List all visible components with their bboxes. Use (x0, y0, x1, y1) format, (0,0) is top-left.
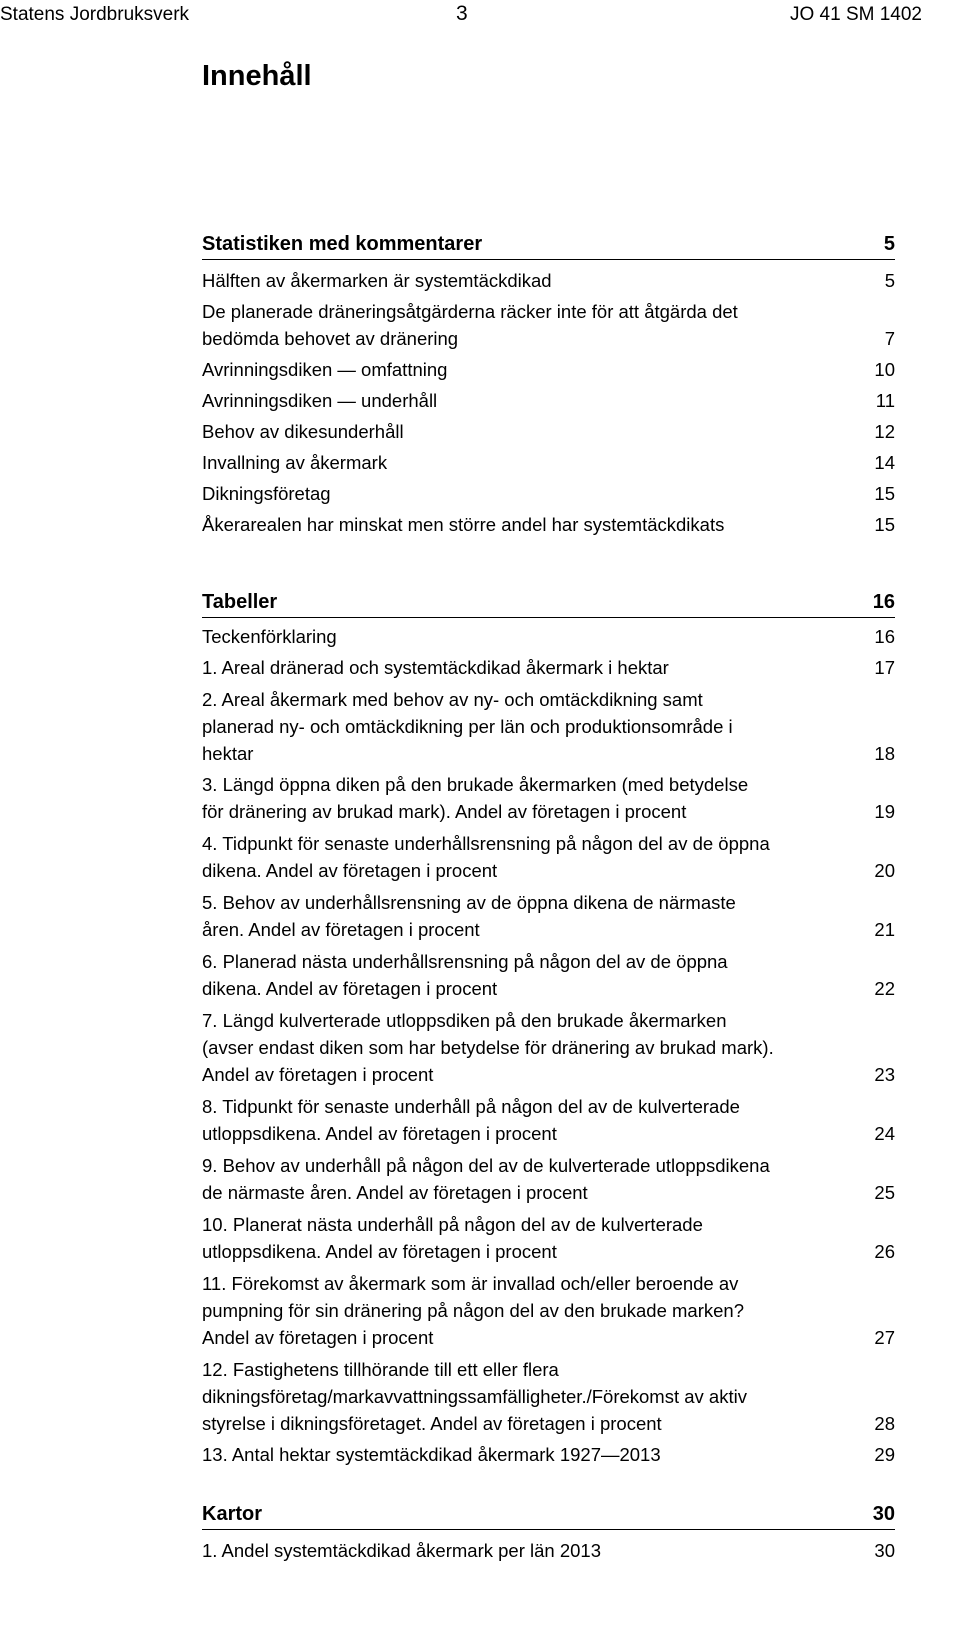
toc-entry[interactable] (202, 298, 895, 325)
toc-entry-label: Dikningsföretag (202, 483, 331, 504)
toc-entry-page: 10 (874, 359, 895, 380)
toc-entry-label: pumpning för sin dränering på någon del av den brukade marken? (202, 1300, 745, 1321)
toc-entry-label: 1. Andel systemtäckdikad åkermark per län 2013 (202, 1540, 601, 1561)
toc-entry-label: 5. Behov av underhållsrensning av de öppna dikena de närmaste (202, 892, 736, 913)
toc-entry[interactable] (202, 1007, 895, 1034)
toc-entry[interactable] (202, 1034, 895, 1061)
toc-entry[interactable] (202, 654, 895, 681)
section-title: Tabeller (202, 591, 278, 613)
toc-entry-page: 24 (874, 1123, 895, 1144)
section-page-number: 5 (883, 233, 895, 255)
toc-entry-label: Åkerarealen har minskat men större andel har systemtäckdikats (202, 514, 725, 535)
toc-entry-page: 30 (874, 1540, 895, 1561)
toc-entry-page: 11 (875, 390, 895, 411)
toc-entry[interactable] (202, 740, 895, 767)
toc-entry[interactable] (202, 1238, 895, 1265)
toc-entry-label: Andel av företagen i procent (202, 1327, 434, 1348)
toc-entry-page: 29 (874, 1444, 895, 1465)
toc-entry-page: 18 (874, 743, 895, 764)
toc-entry[interactable] (202, 771, 895, 798)
toc-entry-label: hektar (202, 743, 254, 764)
toc-entry[interactable] (202, 1152, 895, 1179)
toc-entry-page: 5 (884, 270, 895, 291)
toc-entry-label: 6. Planerad nästa underhållsrensning på någon del av de öppna (202, 951, 728, 972)
toc-entry-label: styrelse i dikningsföretaget. Andel av företagen i procent (202, 1413, 662, 1434)
toc-entry[interactable] (202, 1324, 895, 1351)
toc-entry-page: 23 (874, 1064, 895, 1085)
toc-entry[interactable] (202, 511, 895, 538)
toc-entry-label: dikena. Andel av företagen i procent (202, 978, 498, 999)
toc-entry-label: åren. Andel av företagen i procent (202, 919, 480, 940)
toc-entry-label: 3. Längd öppna diken på den brukade åkermarken (med betydelse (202, 774, 749, 795)
section-title: Kartor (202, 1503, 263, 1525)
toc-entry-label: (avser endast diken som har betydelse för dränering av brukad mark). (202, 1037, 774, 1058)
toc-entry[interactable] (202, 857, 895, 884)
toc-entry[interactable] (202, 948, 895, 975)
toc-entry-page: 21 (874, 919, 895, 940)
toc-entry[interactable] (202, 480, 895, 507)
toc-entry[interactable] (202, 1537, 895, 1564)
toc-entry[interactable] (202, 798, 895, 825)
toc-entry[interactable] (202, 1061, 895, 1088)
toc-entry[interactable] (202, 1093, 895, 1120)
section-page-number: 30 (872, 1503, 895, 1525)
toc-entry[interactable] (202, 623, 895, 650)
toc-entry-page: 26 (874, 1241, 895, 1262)
toc-entry[interactable] (202, 1356, 895, 1383)
toc-entry-page: 16 (874, 626, 895, 647)
toc-entry-page: 27 (874, 1327, 895, 1348)
section-heading (202, 1503, 895, 1530)
header-right: JO 41 SM 1402 (789, 4, 922, 25)
toc-entry-label: utloppsdikena. Andel av företagen i procent (202, 1123, 557, 1144)
toc-entry[interactable] (202, 975, 895, 1002)
toc-entry[interactable] (202, 1410, 895, 1437)
toc-entry-label: för dränering av brukad mark). Andel av företagen i procent (202, 801, 687, 822)
toc-entry-label: 11. Förekomst av åkermark som är invallad och/eller beroende av (202, 1273, 739, 1294)
toc-entry-label: utloppsdikena. Andel av företagen i procent (202, 1241, 557, 1262)
toc-entry[interactable] (202, 686, 895, 713)
toc-entry[interactable] (202, 1211, 895, 1238)
toc-entry-label: Teckenförklaring (202, 626, 337, 647)
toc-entry-label: 4. Tidpunkt för senaste underhållsrensning på någon del av de öppna (202, 833, 770, 854)
toc-entry[interactable] (202, 1297, 895, 1324)
page-title: Innehåll (202, 60, 312, 92)
toc-entry-page: 12 (874, 421, 895, 442)
toc-entry-page: 22 (874, 978, 895, 999)
toc-entry-label: Avrinningsdiken — omfattning (202, 359, 448, 380)
section-page-number: 16 (872, 591, 895, 613)
toc-entry-label: dikena. Andel av företagen i procent (202, 860, 498, 881)
toc-entry-page: 7 (884, 328, 895, 349)
toc-entry[interactable] (202, 387, 895, 414)
toc-entry-label: 9. Behov av underhåll på någon del av de kulverterade utloppsdikena (202, 1155, 770, 1176)
toc-entry[interactable] (202, 356, 895, 383)
toc-entry-label: 10. Planerat nästa underhåll på någon del av de kulverterade (202, 1214, 703, 1235)
toc-entry-page: 15 (874, 514, 895, 535)
toc-entry-page: 19 (874, 801, 895, 822)
toc-entry-label: 8. Tidpunkt för senaste underhåll på någon del av de kulverterade (202, 1096, 740, 1117)
toc-entry-label: dikningsföretag/markavvattningssamfälligheter./Förekomst av aktiv (202, 1386, 747, 1407)
toc-entry-label: 2. Areal åkermark med behov av ny- och omtäckdikning samt (202, 689, 703, 710)
section-heading (202, 233, 895, 260)
toc-entry-label: De planerade dräneringsåtgärderna räcker inte för att åtgärda det (202, 301, 738, 322)
toc-entry-page: 17 (874, 657, 895, 678)
toc-entry[interactable] (202, 1441, 895, 1468)
toc-entry-page: 28 (874, 1413, 895, 1434)
page-number: 3 (456, 2, 468, 25)
toc-entry[interactable] (202, 830, 895, 857)
toc-entry[interactable] (202, 1270, 895, 1297)
header-left: Statens Jordbruksverk (0, 4, 190, 25)
toc-entry-label: Behov av dikesunderhåll (202, 421, 404, 442)
toc-entry[interactable] (202, 713, 895, 740)
toc-entry[interactable] (202, 418, 895, 445)
toc-entry-label: 12. Fastighetens tillhörande till ett eller flera (202, 1359, 559, 1380)
toc-entry-label: Andel av företagen i procent (202, 1064, 434, 1085)
toc-entry[interactable] (202, 267, 895, 294)
toc-entry[interactable] (202, 1179, 895, 1206)
toc-entry-label: 7. Längd kulverterade utloppsdiken på den brukade åkermarken (202, 1010, 727, 1031)
section-title: Statistiken med kommentarer (202, 233, 483, 255)
toc-entry[interactable] (202, 325, 895, 352)
toc-entry[interactable] (202, 889, 895, 916)
toc-entry[interactable] (202, 1120, 895, 1147)
toc-entry-label: Invallning av åkermark (202, 452, 388, 473)
toc-entry-page: 15 (874, 483, 895, 504)
toc-entry-page: 25 (874, 1182, 895, 1203)
toc-entry[interactable] (202, 1383, 895, 1410)
toc-entry-page: 20 (874, 860, 895, 881)
toc-entry-label: 13. Antal hektar systemtäckdikad åkermark 1927—2013 (202, 1444, 661, 1465)
section-heading (202, 591, 895, 618)
toc-entry-label: bedömda behovet av dränering (202, 328, 459, 349)
toc-entry-label: planerad ny- och omtäckdikning per län och produktionsområde i (202, 716, 733, 737)
toc-entry-label: Hälften av åkermarken är systemtäckdikad (202, 270, 552, 291)
toc-entry-label: de närmaste åren. Andel av företagen i procent (202, 1182, 588, 1203)
toc-entry-label: Avrinningsdiken — underhåll (202, 390, 438, 411)
toc-entry-page: 14 (874, 452, 895, 473)
toc-entry[interactable] (202, 916, 895, 943)
toc-entry[interactable] (202, 449, 895, 476)
toc-entry-label: 1. Areal dränerad och systemtäckdikad åkermark i hektar (202, 657, 669, 678)
